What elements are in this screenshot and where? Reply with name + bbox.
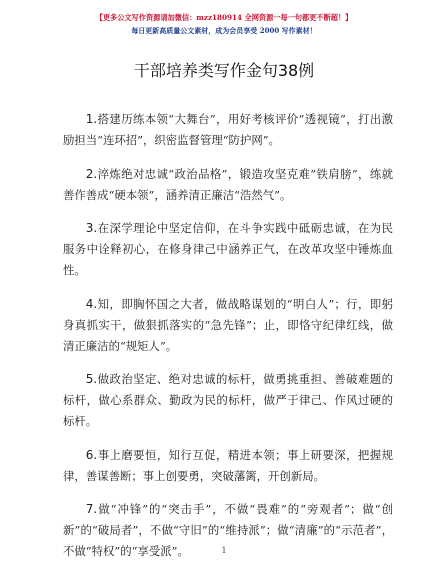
document-body xyxy=(63,109,393,575)
promo-subheader-line: 每日更新高质量公文素材，成为会员享受 2000 写作素材！ xyxy=(131,26,317,35)
paragraph-text: 知，即胸怀国之大者，做战略谋划的“明白人”；行，即躬身真抓实干，做狠抓落实的“急先锋”；止，即恪守纪律红线，做清正廉洁的“规矩人”。 xyxy=(63,296,393,353)
page-number: 1 xyxy=(221,546,227,555)
paragraph-number: 4. xyxy=(85,296,98,311)
promo-header-line: 【更多公文写作资源请加微信：mzz180914 全网资源一每一句都更不断超！】 xyxy=(95,13,353,22)
paragraph-text: 做“冲锋”的“突击手”，不做“畏难”的“旁观者”；做“创新”的“破局者”，不做“守旧”的“维持派”；做“清廉”的“示范者”，不做“特权”的“享受派”。 xyxy=(63,502,393,558)
paragraph-text: 搭建历练本领“大舞台”，用好考核评价“透视镜”，打出激励担当“连环招”，织密监督管理“防护网”。 xyxy=(63,112,393,147)
paragraph-text: 事上磨要恒，知行互促，精进本领；事上研要深，把握规律，善谋善断；事上创要勇，突破藩篱，开创新局。 xyxy=(63,447,393,483)
paragraph-4 xyxy=(63,294,393,357)
document-title: 干部培养类写作金句38例 xyxy=(133,61,315,80)
paragraph-5 xyxy=(63,369,393,432)
paragraph-1 xyxy=(63,109,393,151)
paragraph-text: 做政治坚定、绝对忠诚的标杆，做勇挑重担、善破难题的标杆，做心系群众、勤政为民的标杆，做严于律己、作风过硬的标杆。 xyxy=(63,372,393,428)
paragraph-number: 6. xyxy=(85,447,98,462)
paragraph-number: 2. xyxy=(85,166,98,181)
paragraph-text: 淬炼绝对忠诚“政治品格”，锻造攻坚克难“铁肩膀”，练就善作善成“硬本领”，涵养清正廉洁“浩然气”。 xyxy=(63,166,393,202)
paragraph-number: 5. xyxy=(85,372,98,386)
paragraph-text: 在深学理论中坚定信仰，在斗争实践中砥砺忠诚，在为民服务中诠释初心，在修身律己中涵养正气，在改革攻坚中锤炼血性。 xyxy=(63,221,393,277)
paragraph-3 xyxy=(63,218,393,281)
paragraph-number: 1. xyxy=(85,112,98,126)
paragraph-6 xyxy=(63,445,393,487)
paragraph-number: 7. xyxy=(85,502,98,516)
paragraph-2 xyxy=(63,164,393,206)
paragraph-number: 3. xyxy=(85,221,98,235)
